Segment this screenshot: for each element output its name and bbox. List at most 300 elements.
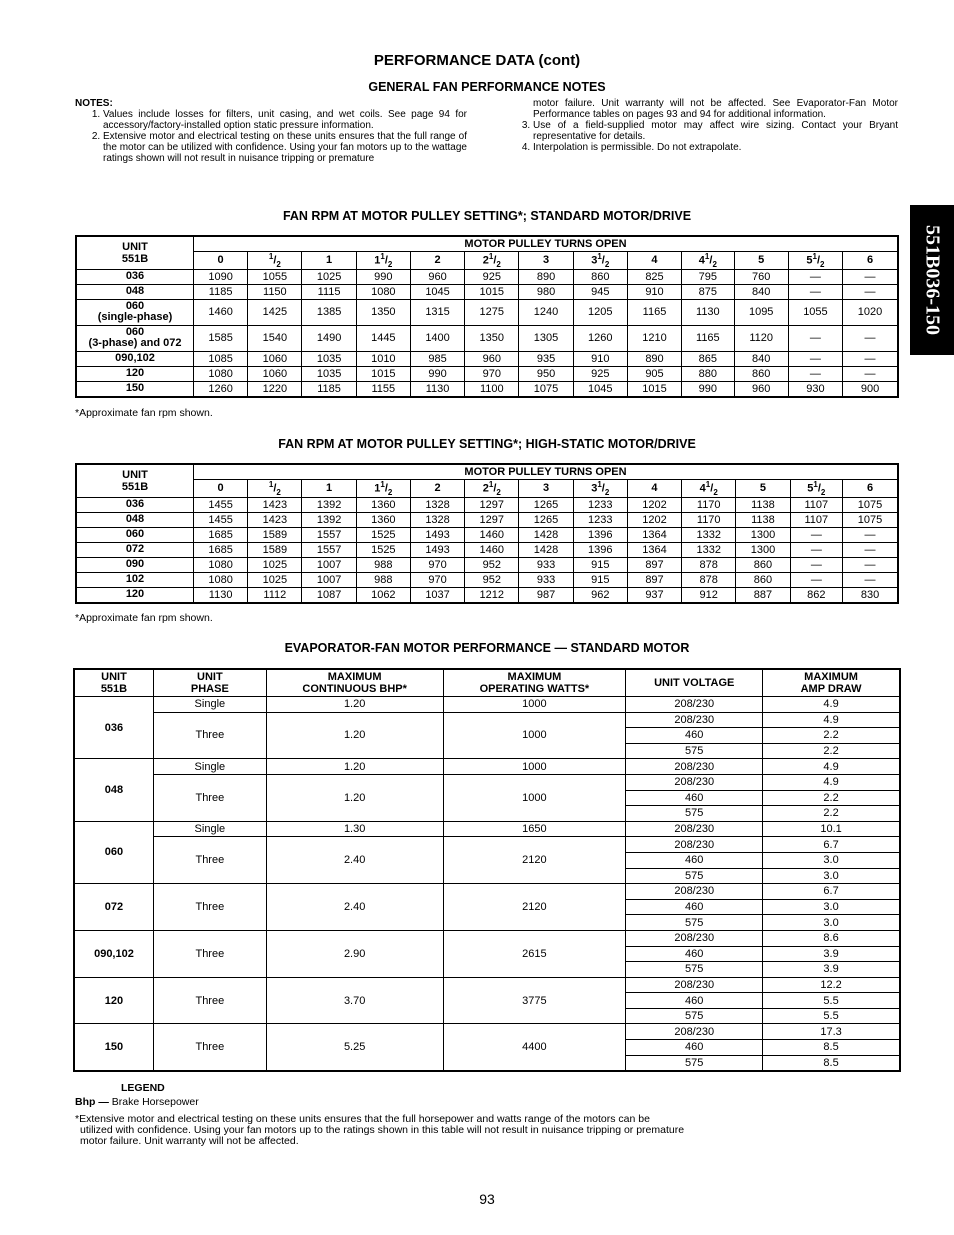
rpm-cell: 1007	[302, 557, 356, 572]
unit-cell: 048	[76, 512, 194, 527]
unit-cell: 090	[76, 557, 194, 572]
table-row	[76, 512, 898, 527]
rpm-cell: 1045	[573, 381, 627, 397]
voltage-cell: 460	[626, 899, 763, 915]
table-row	[76, 497, 898, 512]
table-standard-motor-rpm	[75, 235, 899, 398]
voltage-cell: 208/230	[626, 759, 763, 775]
phase-cell: Three	[153, 884, 266, 931]
bhp-cell: 1.20	[266, 759, 443, 775]
rpm-cell: 860	[734, 366, 788, 381]
table-row	[74, 1024, 900, 1040]
phase-cell: Three	[153, 977, 266, 1024]
rpm-cell: 985	[410, 351, 464, 366]
rpm-cell: 887	[736, 587, 790, 603]
unit-cell: 120	[76, 366, 194, 381]
column-header: UNIT PHASE	[153, 669, 266, 697]
phase-cell: Single	[153, 821, 266, 837]
voltage-cell: 208/230	[626, 1024, 763, 1040]
rpm-cell: 1095	[734, 299, 788, 325]
rpm-cell: 1460	[465, 542, 519, 557]
rpm-cell: —	[788, 269, 842, 284]
table-row	[76, 542, 898, 557]
rpm-cell: —	[788, 366, 842, 381]
rpm-cell: 1392	[302, 497, 356, 512]
voltage-cell: 460	[626, 1040, 763, 1056]
rpm-cell: 1060	[248, 351, 302, 366]
table-row	[74, 884, 900, 900]
rpm-cell: 1589	[248, 527, 302, 542]
phase-cell: Single	[153, 697, 266, 713]
rpm-cell: 1364	[627, 542, 681, 557]
rpm-cell: 1185	[194, 284, 248, 299]
rpm-cell: 1025	[302, 269, 356, 284]
note-4: 4. Interpolation is permissible. Do not extrapolate.	[533, 142, 898, 153]
rpm-cell: 1112	[248, 587, 302, 603]
group-header: MOTOR PULLEY TURNS OPEN	[194, 464, 899, 480]
voltage-cell: 460	[626, 852, 763, 868]
rpm-cell: 1080	[194, 572, 248, 587]
unit-cell: 150	[76, 381, 194, 397]
turns-header: 3	[519, 480, 573, 498]
amp-cell: 2.2	[763, 806, 900, 822]
turns-header: 5	[734, 252, 788, 270]
rpm-cell: —	[788, 351, 842, 366]
rpm-cell: 860	[736, 557, 790, 572]
rpm-cell: 970	[410, 557, 464, 572]
bhp-cell: 1.20	[266, 697, 443, 713]
phase-cell: Three	[153, 774, 266, 821]
rpm-cell: 1685	[194, 542, 248, 557]
rpm-cell: 1062	[356, 587, 410, 603]
rpm-cell: 1385	[302, 299, 356, 325]
watts-cell: 3775	[443, 977, 626, 1024]
table-row	[74, 837, 900, 853]
table-row	[76, 299, 898, 325]
rpm-cell: 860	[736, 572, 790, 587]
bhp-cell: 2.40	[266, 837, 443, 884]
phase-cell: Single	[153, 759, 266, 775]
amp-cell: 6.7	[763, 884, 900, 900]
side-tab-label: 551B036-150	[921, 225, 944, 335]
table-row	[74, 977, 900, 993]
turns-header: 3	[519, 252, 573, 270]
rpm-cell: 1540	[248, 325, 302, 351]
rpm-cell: —	[843, 284, 898, 299]
rpm-cell: 952	[465, 557, 519, 572]
rpm-cell: 1265	[519, 512, 573, 527]
turns-header: $4^1/_2$	[682, 480, 736, 498]
rpm-cell: 1240	[519, 299, 573, 325]
amp-cell: 5.5	[763, 1008, 900, 1024]
voltage-cell: 460	[626, 790, 763, 806]
rpm-cell: 930	[788, 381, 842, 397]
turns-header: $5^1/_2$	[790, 480, 842, 498]
rpm-cell: 960	[410, 269, 464, 284]
rpm-cell: 1265	[519, 497, 573, 512]
column-header: MAXIMUM CONTINUOUS BHP*	[266, 669, 443, 697]
voltage-cell: 575	[626, 915, 763, 931]
amp-cell: 3.9	[763, 946, 900, 962]
column-header: UNIT VOLTAGE	[626, 669, 763, 697]
rpm-cell: 1055	[788, 299, 842, 325]
rpm-cell: 1490	[302, 325, 356, 351]
turns-header: $^1/_2$	[248, 480, 302, 498]
rpm-cell: 1332	[682, 542, 736, 557]
rpm-cell: 1315	[410, 299, 464, 325]
unit-cell: 090,102	[74, 930, 153, 977]
rpm-cell: 1350	[356, 299, 410, 325]
turns-header: 0	[194, 252, 248, 270]
unit-cell: 072	[74, 884, 153, 931]
rpm-cell: 910	[627, 284, 681, 299]
note-1: 1. Values include losses for filters, unit casing, and wet coils. See page 94 for accessory/factory-installed option static pressure information.	[103, 109, 467, 131]
rpm-cell: 1202	[627, 497, 681, 512]
watts-cell: 1000	[443, 712, 626, 759]
table-row	[74, 930, 900, 946]
voltage-cell: 208/230	[626, 837, 763, 853]
rpm-cell: 905	[627, 366, 681, 381]
rpm-cell: 1233	[573, 497, 627, 512]
rpm-cell: 1090	[194, 269, 248, 284]
unit-cell: 150	[74, 1024, 153, 1071]
turns-header: $2^1/_2$	[465, 480, 519, 498]
legend-abbr: Bhp —	[75, 1096, 109, 1108]
turns-header: $1^1/_2$	[356, 480, 410, 498]
rpm-cell: 1260	[194, 381, 248, 397]
unit-cell: 060 (3-phase) and 072	[76, 325, 194, 351]
rpm-cell: —	[843, 527, 898, 542]
column-header: UNIT 551B	[74, 669, 153, 697]
table-high-static-motor-rpm	[75, 463, 899, 604]
voltage-cell: 460	[626, 728, 763, 744]
phase-cell: Three	[153, 1024, 266, 1071]
table-row	[76, 527, 898, 542]
amp-cell: 6.7	[763, 837, 900, 853]
rpm-cell: 1297	[465, 497, 519, 512]
table3-title: EVAPORATOR-FAN MOTOR PERFORMANCE — STANDARD MOTOR	[284, 641, 690, 655]
rpm-cell: 987	[519, 587, 573, 603]
phase-cell: Three	[153, 930, 266, 977]
rpm-cell: 860	[573, 269, 627, 284]
table-row	[76, 366, 898, 381]
rpm-cell: 1130	[682, 299, 734, 325]
rpm-cell: 925	[573, 366, 627, 381]
rpm-cell: 1328	[410, 512, 464, 527]
turns-row	[76, 480, 898, 498]
rpm-cell: 962	[573, 587, 627, 603]
rpm-cell: 1260	[573, 325, 627, 351]
rpm-cell: 1080	[194, 557, 248, 572]
amp-cell: 8.5	[763, 1055, 900, 1071]
rpm-cell: 1100	[465, 381, 519, 397]
rpm-cell: 900	[843, 381, 898, 397]
amp-cell: 2.2	[763, 790, 900, 806]
rpm-cell: 1107	[790, 497, 842, 512]
rpm-cell: 897	[627, 557, 681, 572]
table-row	[76, 572, 898, 587]
rpm-cell: 952	[465, 572, 519, 587]
rpm-cell: 1045	[410, 284, 464, 299]
rpm-cell: 760	[734, 269, 788, 284]
legend-footnote: *Extensive motor and electrical testing on these units ensures that the full horsepower and watts range of the motors can be utilized with confidence. Using your fan motors up to the ratings shown in this table will not result in nuisance tripping or premature motor failure. Unit warranty will not be affected.	[75, 1113, 685, 1147]
notes-right	[505, 98, 898, 153]
rpm-cell: —	[790, 542, 842, 557]
rpm-cell: 1423	[248, 512, 302, 527]
rpm-cell: 1075	[843, 497, 898, 512]
bhp-cell: 3.70	[266, 977, 443, 1024]
rpm-cell: 1025	[248, 572, 302, 587]
turns-header: 2	[410, 252, 464, 270]
turns-header: $3^1/_2$	[573, 252, 627, 270]
note-2-text: Extensive motor and electrical testing on these units ensures that the full range of the motor can be utilized with confidence. Using your fan motors up to the wattage ratings shown will not result in nuisance tripping or premature	[103, 131, 467, 164]
rpm-cell: 988	[356, 572, 410, 587]
rpm-cell: 1020	[843, 299, 898, 325]
rpm-cell: 1010	[356, 351, 410, 366]
table2-title: FAN RPM AT MOTOR PULLEY SETTING*; HIGH-STATIC MOTOR/DRIVE	[278, 437, 696, 451]
rpm-cell: 1130	[194, 587, 248, 603]
rpm-cell: 915	[573, 557, 627, 572]
rpm-cell: —	[843, 542, 898, 557]
rpm-cell: —	[790, 572, 842, 587]
rpm-cell: 970	[410, 572, 464, 587]
rpm-cell: 1360	[356, 512, 410, 527]
rpm-cell: 1585	[194, 325, 248, 351]
rpm-cell: 1085	[194, 351, 248, 366]
voltage-cell: 208/230	[626, 930, 763, 946]
voltage-cell: 208/230	[626, 977, 763, 993]
rpm-cell: 1060	[248, 366, 302, 381]
rpm-cell: —	[788, 325, 842, 351]
rpm-cell: 897	[627, 572, 681, 587]
turns-header: 5	[736, 480, 790, 498]
rpm-cell: 1350	[465, 325, 519, 351]
rpm-cell: 840	[734, 284, 788, 299]
amp-cell: 4.9	[763, 759, 900, 775]
rpm-cell: 1557	[302, 527, 356, 542]
table-row	[76, 587, 898, 603]
turns-header: 2	[410, 480, 464, 498]
table-row	[74, 774, 900, 790]
rpm-cell: 830	[843, 587, 898, 603]
watts-cell: 1000	[443, 697, 626, 713]
rpm-cell: 1685	[194, 527, 248, 542]
voltage-cell: 208/230	[626, 884, 763, 900]
amp-cell: 12.2	[763, 977, 900, 993]
rpm-cell: 1075	[843, 512, 898, 527]
rpm-cell: 1170	[682, 512, 736, 527]
watts-cell: 1000	[443, 774, 626, 821]
turns-header: $5^1/_2$	[788, 252, 842, 270]
rpm-cell: 1328	[410, 497, 464, 512]
side-tab	[910, 205, 954, 355]
note-2-continued: motor failure. Unit warranty will not be affected. See Evaporator-Fan Motor Performance tables on pages 93 and 94 for additional information.	[533, 98, 898, 120]
amp-cell: 3.0	[763, 915, 900, 931]
rpm-cell: 1525	[356, 542, 410, 557]
rpm-cell: 980	[519, 284, 573, 299]
unit-cell: 102	[76, 572, 194, 587]
amp-cell: 4.9	[763, 774, 900, 790]
table-row	[74, 759, 900, 775]
watts-cell: 2120	[443, 837, 626, 884]
rpm-cell: —	[843, 557, 898, 572]
unit-cell: 090,102	[76, 351, 194, 366]
rpm-cell: 795	[682, 269, 734, 284]
rpm-cell: 925	[465, 269, 519, 284]
phase-cell: Three	[153, 837, 266, 884]
unit-cell: 060	[76, 527, 194, 542]
table1-footnote: *Approximate fan rpm shown.	[75, 407, 213, 419]
voltage-cell: 208/230	[626, 712, 763, 728]
notes-label: NOTES:	[75, 98, 113, 109]
bhp-cell: 2.90	[266, 930, 443, 977]
amp-cell: 3.9	[763, 962, 900, 978]
rpm-cell: 970	[465, 366, 519, 381]
notes-left	[75, 98, 467, 164]
watts-cell: 1650	[443, 821, 626, 837]
amp-cell: 5.5	[763, 993, 900, 1009]
rpm-cell: 935	[519, 351, 573, 366]
rpm-cell: 937	[627, 587, 681, 603]
legend-def: Brake Horsepower	[111, 1096, 199, 1108]
turns-header: $^1/_2$	[248, 252, 302, 270]
rpm-cell: 945	[573, 284, 627, 299]
rpm-cell: 1392	[302, 512, 356, 527]
rpm-cell: 1130	[410, 381, 464, 397]
rpm-cell: 1400	[410, 325, 464, 351]
rpm-cell: 1589	[248, 542, 302, 557]
unit-cell: 060	[74, 821, 153, 883]
rpm-cell: 1107	[790, 512, 842, 527]
rpm-cell: 1428	[519, 542, 573, 557]
rpm-cell: 1360	[356, 497, 410, 512]
amp-cell: 17.3	[763, 1024, 900, 1040]
unit-cell: 048	[76, 284, 194, 299]
voltage-cell: 208/230	[626, 774, 763, 790]
rpm-cell: 1150	[248, 284, 302, 299]
turns-header: $4^1/_2$	[682, 252, 734, 270]
rpm-cell: 890	[627, 351, 681, 366]
amp-cell: 2.2	[763, 743, 900, 759]
rpm-cell: 1305	[519, 325, 573, 351]
rpm-cell: 1396	[573, 542, 627, 557]
turns-row	[76, 252, 898, 270]
voltage-cell: 460	[626, 993, 763, 1009]
table-row	[76, 351, 898, 366]
rpm-cell: 1035	[302, 351, 356, 366]
bhp-cell: 2.40	[266, 884, 443, 931]
rpm-cell: 990	[410, 366, 464, 381]
bhp-cell: 1.20	[266, 774, 443, 821]
table2-footnote: *Approximate fan rpm shown.	[75, 612, 213, 624]
rpm-cell: 1445	[356, 325, 410, 351]
rpm-cell: 1015	[356, 366, 410, 381]
unit-cell: 048	[74, 759, 153, 821]
table-row	[74, 712, 900, 728]
bhp-cell: 1.20	[266, 712, 443, 759]
turns-header: 6	[843, 252, 898, 270]
rpm-cell: 933	[519, 557, 573, 572]
turns-header: $3^1/_2$	[573, 480, 627, 498]
legend-title: LEGEND	[121, 1082, 165, 1094]
rpm-cell: 875	[682, 284, 734, 299]
rpm-cell: 1557	[302, 542, 356, 557]
rpm-cell: 840	[734, 351, 788, 366]
rpm-cell: 825	[627, 269, 681, 284]
rpm-cell: 1396	[573, 527, 627, 542]
rpm-cell: 933	[519, 572, 573, 587]
rpm-cell: 1460	[194, 299, 248, 325]
column-header: MAXIMUM AMP DRAW	[763, 669, 900, 697]
rpm-cell: 1138	[736, 497, 790, 512]
turns-header: $2^1/_2$	[465, 252, 519, 270]
unit-cell: 072	[76, 542, 194, 557]
header-row	[76, 236, 898, 252]
rpm-cell: 1087	[302, 587, 356, 603]
rpm-cell: 910	[573, 351, 627, 366]
rpm-cell: 1525	[356, 527, 410, 542]
rpm-cell: 1115	[302, 284, 356, 299]
unit-cell: 060 (single-phase)	[76, 299, 194, 325]
note-3: 3. Use of a field-supplied motor may affect wire sizing. Contact your Bryant representative for details.	[533, 120, 898, 142]
voltage-cell: 460	[626, 946, 763, 962]
table-row	[76, 325, 898, 351]
turns-header: 4	[627, 252, 681, 270]
rpm-cell: 990	[682, 381, 734, 397]
rpm-cell: 890	[519, 269, 573, 284]
rpm-cell: 1300	[736, 542, 790, 557]
rpm-cell: 1138	[736, 512, 790, 527]
rpm-cell: 1075	[519, 381, 573, 397]
legend-entry	[75, 1096, 199, 1108]
rpm-cell: 915	[573, 572, 627, 587]
watts-cell: 2615	[443, 930, 626, 977]
rpm-cell: 1155	[356, 381, 410, 397]
voltage-cell: 575	[626, 806, 763, 822]
rpm-cell: 880	[682, 366, 734, 381]
rpm-cell: 1297	[465, 512, 519, 527]
rpm-cell: 865	[682, 351, 734, 366]
rpm-cell: 1300	[736, 527, 790, 542]
rpm-cell: 1037	[410, 587, 464, 603]
rpm-cell: 1185	[302, 381, 356, 397]
rpm-cell: 1233	[573, 512, 627, 527]
rpm-cell: 1170	[682, 497, 736, 512]
rpm-cell: 1428	[519, 527, 573, 542]
rpm-cell: 1455	[194, 497, 248, 512]
unit-cell: 120	[74, 977, 153, 1024]
rpm-cell: 988	[356, 557, 410, 572]
voltage-cell: 575	[626, 1055, 763, 1071]
rpm-cell: 1035	[302, 366, 356, 381]
group-header: MOTOR PULLEY TURNS OPEN	[194, 236, 899, 252]
table1-title: FAN RPM AT MOTOR PULLEY SETTING*; STANDARD MOTOR/DRIVE	[282, 209, 692, 223]
amp-cell: 4.9	[763, 712, 900, 728]
page-number: 93	[479, 1191, 495, 1207]
table-row	[76, 284, 898, 299]
page-title: PERFORMANCE DATA (cont)	[373, 52, 581, 69]
table-row	[76, 269, 898, 284]
rpm-cell: 862	[790, 587, 842, 603]
unit-cell: 036	[74, 697, 153, 759]
rpm-cell: 1212	[465, 587, 519, 603]
turns-header: $1^1/_2$	[356, 252, 410, 270]
rpm-cell: —	[843, 325, 898, 351]
voltage-cell: 208/230	[626, 697, 763, 713]
table-row	[74, 821, 900, 837]
voltage-cell: 208/230	[626, 821, 763, 837]
watts-cell: 2120	[443, 884, 626, 931]
